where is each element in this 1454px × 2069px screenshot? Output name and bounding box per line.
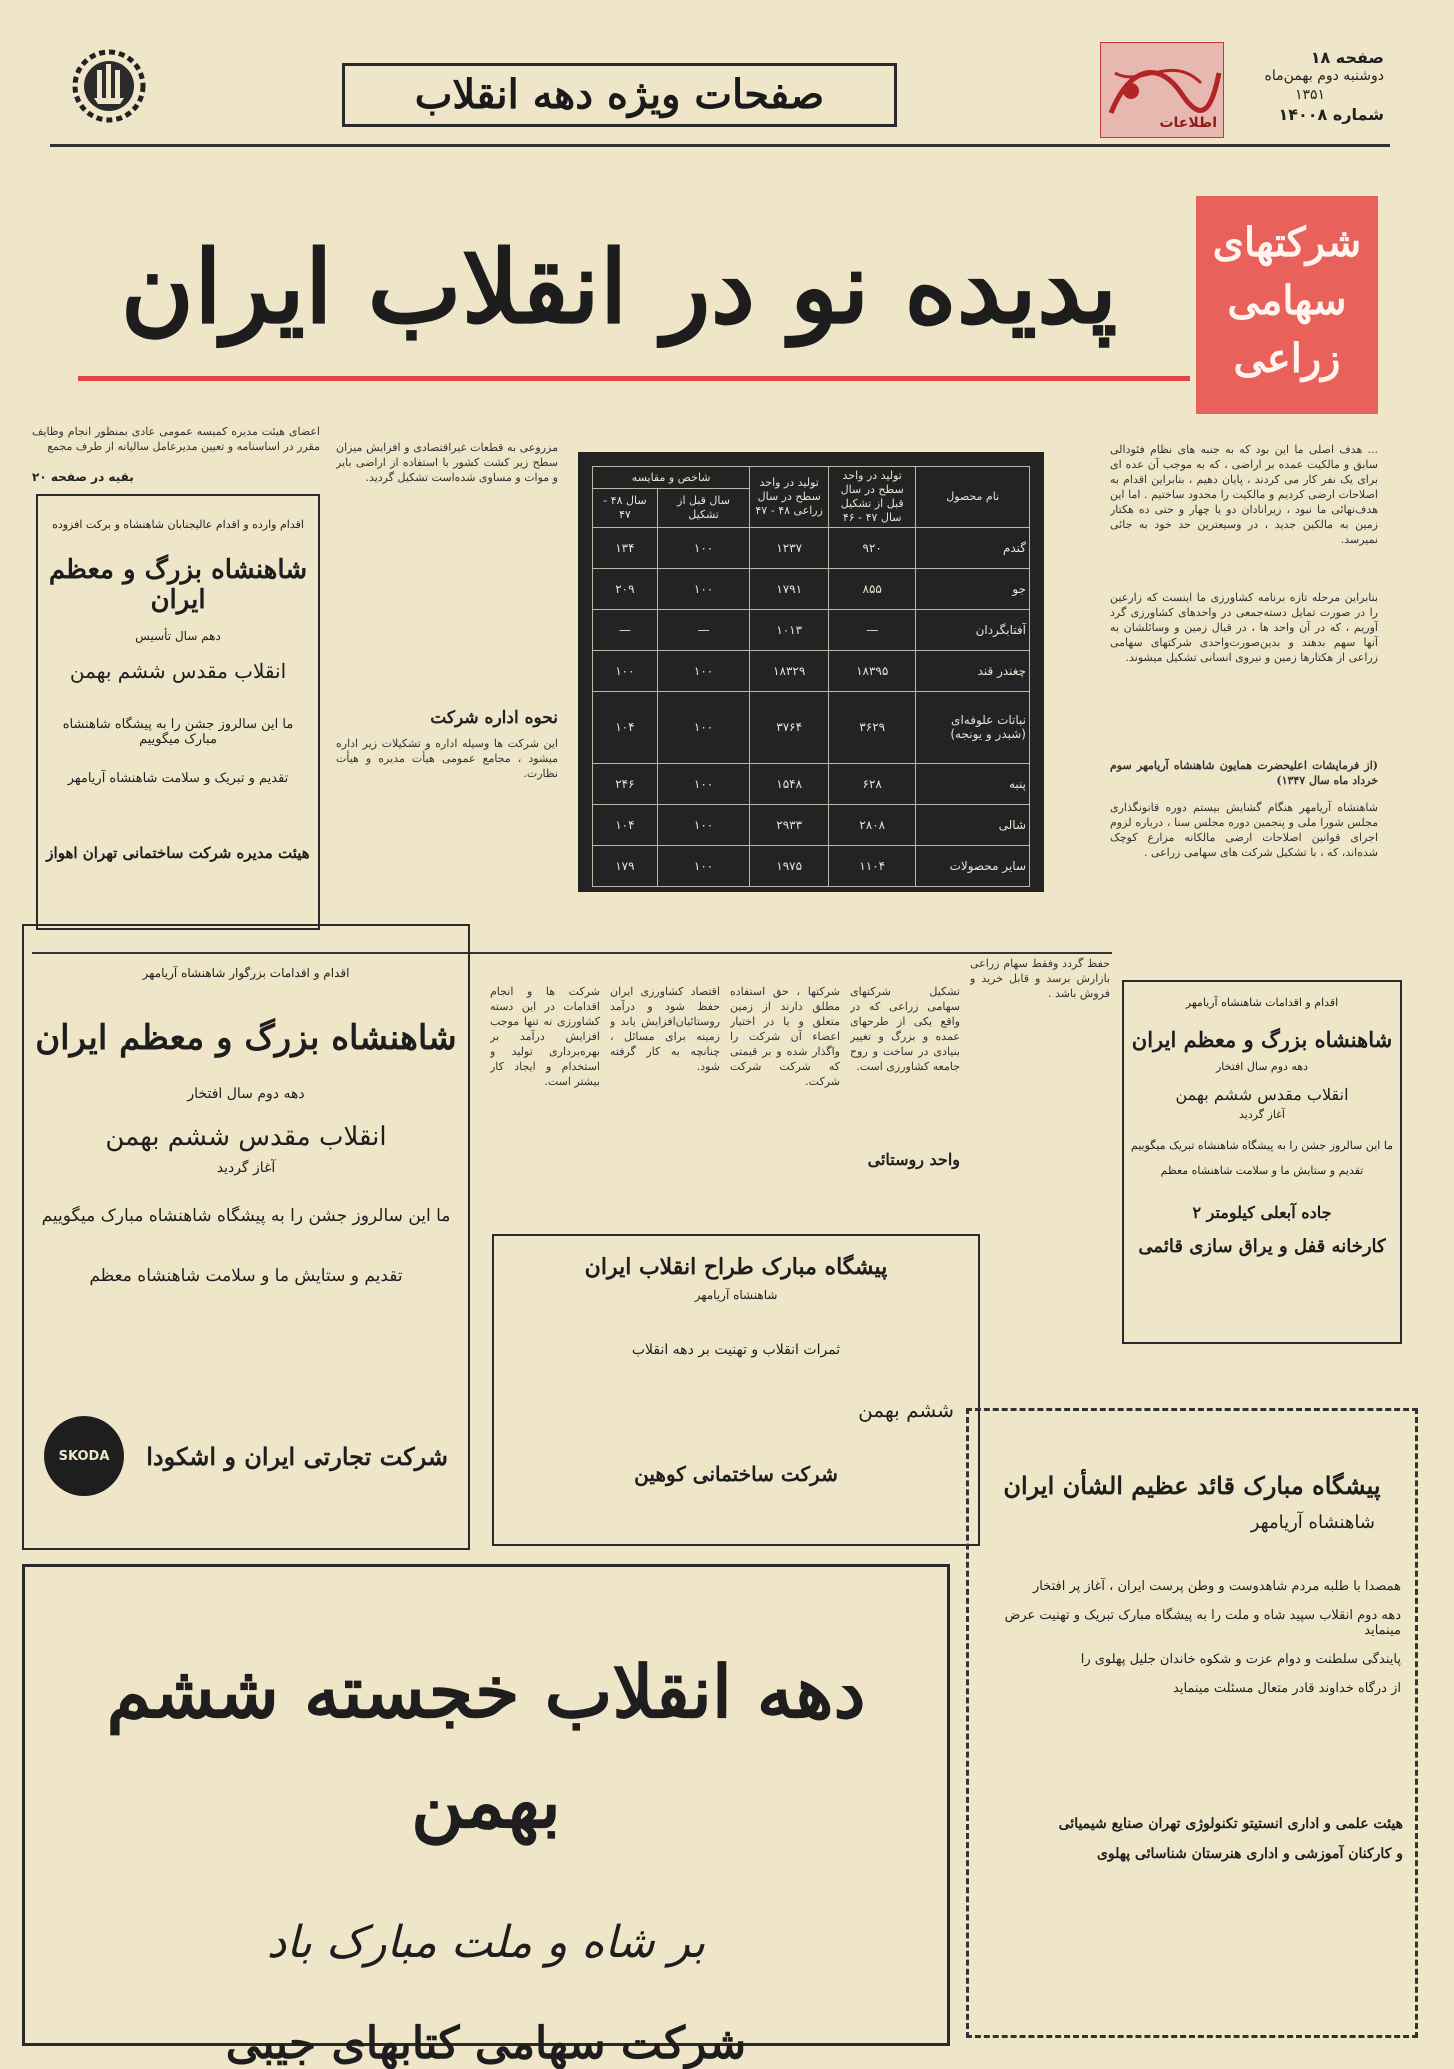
- cell-before: ۳۶۲۹: [829, 692, 916, 763]
- cell-product: شالی: [916, 804, 1030, 845]
- article-column-mid-4: اقتصاد کشاورزی ایران حفظ شود و درآمد روستائیان‌افزایش یابد و زمینه برای مسائل ، چنانچه به کار گرفته شود.: [610, 985, 720, 1073]
- cell-idx-before: ۱۰۰: [657, 845, 750, 886]
- col-header-product: نام محصول: [916, 467, 1030, 528]
- ad-institute-sign2: و کارکنان آموزشی و اداری هنرستان شناسائی پهلوی: [1096, 1846, 1403, 1862]
- cell-product: گندم: [916, 528, 1030, 569]
- section-banner-text: صفحات ویژه دهه انقلاب: [414, 71, 825, 118]
- ad-books-line: بر شاه و ملت مبارک باد: [266, 1917, 706, 1968]
- cell-idx-after: ۱۳۴: [593, 528, 658, 569]
- ad-kohin-title: پیشگاه مبارک طراح انقلاب ایران: [584, 1254, 888, 1280]
- ad-institute-line2: دهه دوم انقلاب سپید شاه و ملت را به پیشگاه مبارک تبریک و تهنیت عرض مینماید: [1004, 1608, 1401, 1638]
- cell-after: ۱۸۳۲۹: [750, 651, 829, 692]
- page-number: صفحه ۱۸: [1310, 48, 1384, 67]
- headline-underline: [78, 376, 1190, 381]
- ad-skoda-title: شاهنشاه بزرگ و معظم ایران: [35, 1018, 457, 1058]
- table-row: [593, 569, 1030, 610]
- main-headline: پدیده نو در انقلاب ایران: [120, 228, 1118, 346]
- cell-idx-after: ۱۰۴: [593, 804, 658, 845]
- ad-ghaemi-revolution: انقلاب مقدس ششم بهمن: [1175, 1085, 1349, 1104]
- subhead-rural-unit: واحد روستائی: [867, 1150, 960, 1169]
- ad-skoda-line2: تقدیم و ستایش ما و سلامت شاهنشاه معظم: [89, 1266, 403, 1286]
- cell-after: ۱۰۱۳: [750, 610, 829, 651]
- continued-note: بقیه در صفحه ۲۰: [32, 470, 134, 484]
- table-row: [593, 528, 1030, 569]
- cell-idx-before: —: [657, 610, 750, 651]
- table-row: [593, 692, 1030, 763]
- issue-number: شماره ۱۴۰۰۸: [1278, 105, 1384, 124]
- cell-before: —: [829, 610, 916, 651]
- ad-ahvaz-sub: دهم سال تأسیس: [135, 629, 221, 643]
- ad-ahvaz-line2: تقدیم و تبریک و سلامت شاهنشاه آریامهر: [67, 771, 289, 786]
- col-header-after: تولید در واحد سطح در سال زراعی ۴۸ - ۴۷: [750, 467, 829, 528]
- ad-institute-line4: از درگاه خداوند قادر متعال مسئلت مینماید: [1173, 1681, 1401, 1696]
- skoda-logo-text: SKODA: [58, 1448, 110, 1464]
- cell-idx-after: ۲۴۶: [593, 763, 658, 804]
- ad-institute-line3: پایندگی سلطنت و دوام عزت و شکوه خاندان جلیل پهلوی را: [1080, 1652, 1401, 1667]
- cell-idx-after: ۲۰۹: [593, 569, 658, 610]
- ad-ahvaz-revolution: انقلاب مقدس ششم بهمن: [69, 659, 287, 683]
- cell-idx-before: ۱۰۰: [657, 763, 750, 804]
- headline-red-box-text: شرکتهای سهامی زراعی: [1212, 219, 1362, 382]
- cell-product: آفتابگردان: [916, 610, 1030, 651]
- masthead-emblem: [70, 40, 148, 132]
- cell-after: ۱۵۴۸: [750, 763, 829, 804]
- article-column-mid-3: شرکتها ، حق استفاده مطلق دارند از زمین متعلق و یا در اختیار اعضاء آن شرکت را واگذار شده و بر قیمتی که شرکت شرکت شرکت.: [730, 985, 840, 1088]
- ad-ghaemi-title: شاهنشاه بزرگ و معظم ایران: [1131, 1027, 1393, 1052]
- ad-tehran-ahvaz: [36, 494, 320, 930]
- ad-tehran-institute: [966, 1408, 1418, 2038]
- cell-before: ۱۸۳۹۵: [829, 651, 916, 692]
- ad-skoda-footer: [44, 1416, 448, 1496]
- ad-skoda-line1: ما این سالروز جشن را به پیشگاه شاهنشاه مبارک میگوییم: [41, 1206, 451, 1226]
- ad-skoda-revolution: انقلاب مقدس ششم بهمن: [105, 1122, 387, 1152]
- col-header-index-before: سال قبل از تشکیل: [657, 489, 750, 528]
- cell-idx-before: ۱۰۰: [657, 692, 750, 763]
- table-row: [593, 651, 1030, 692]
- ad-ghaemi-signature: کارخانه قفل و یراق سازی قائمی: [1138, 1236, 1386, 1257]
- cell-idx-before: ۱۰۰: [657, 528, 750, 569]
- ad-ahvaz-top: اقدام وارده و اقدام عالیجنابان شاهنشاه و برکت افزوده: [52, 518, 304, 531]
- table-row: [593, 763, 1030, 804]
- ad-kohin: [492, 1234, 980, 1546]
- table-row: [593, 845, 1030, 886]
- ad-ghaemi-line2: تقدیم و ستایش ما و سلامت شاهنشاه معظم: [1160, 1164, 1364, 1177]
- ad-ahvaz-title: شاهنشاه بزرگ و معظم ایران: [48, 555, 308, 615]
- stats-table-box: [578, 452, 1044, 892]
- cell-idx-after: ۱۷۹: [593, 845, 658, 886]
- cell-idx-before: ۱۰۰: [657, 569, 750, 610]
- ad-kohin-revolution: ششم بهمن: [858, 1398, 954, 1422]
- article-column-mid-1: حفظ گردد وفقط سهام زراعی بازارش برسد و قابل خرید و فروش باشد .: [970, 957, 1110, 1000]
- col-header-index: شاخص و مقایسه: [593, 467, 750, 489]
- cell-before: ۶۲۸: [829, 763, 916, 804]
- cell-before: ۲۸۰۸: [829, 804, 916, 845]
- issue-date: دوشنبه دوم بهمن‌ماه: [1264, 68, 1384, 84]
- ad-ghaemi-top: اقدام و اقدامات شاهنشاه آریامهر: [1185, 996, 1339, 1009]
- ad-ghaemi-sub2: آغاز گردید: [1238, 1108, 1285, 1121]
- cell-after: ۱۷۹۱: [750, 569, 829, 610]
- ad-skoda-top: اقدام و اقدامات بزرگوار شاهنشاه آریامهر: [142, 966, 350, 980]
- article-quote: (از فرمایشات اعلیحضرت همایون شاهنشاه آریامهر سوم خرداد ماه سال ۱۳۴۷): [1110, 759, 1378, 787]
- headline-red-box: [1196, 196, 1378, 414]
- ad-ghaemi-road: جاده آبعلی کیلومتر ۲: [1192, 1203, 1332, 1222]
- ad-ghaemi-lock: [1122, 980, 1402, 1344]
- table-row: [593, 804, 1030, 845]
- cell-before: ۹۲۰: [829, 528, 916, 569]
- cell-before: ۱۱۰۴: [829, 845, 916, 886]
- skoda-logo: [44, 1416, 124, 1496]
- cell-after: ۱۲۳۷: [750, 528, 829, 569]
- cell-after: ۲۹۳۳: [750, 804, 829, 845]
- cell-product: نباتات علوفه‌ای (شبدر و یونجه): [916, 692, 1030, 763]
- table-row: [593, 610, 1030, 651]
- article-column-right-3: شاهنشاه آریامهر هنگام گشایش بیستم دوره قانونگذاری مجلس شورا ملی و پنجمین دوره مجلس سنا ، درباره لزوم اجرای قوانین اصلاحات ارضی مالکانه مزارع کوچک شده‌اند، که ، با تشکیل شرکت های سهامی زراعی .: [1110, 801, 1378, 859]
- logo-text: اطلاعات: [1159, 115, 1217, 131]
- article-column-mid-2: تشکیل شرکتهای سهامی زراعی که در واقع یکی از طرحهای عمده و بزرگ و تغییر بنیادی در ساخت و روح جامعه کشاورزی است.: [850, 985, 960, 1073]
- cell-idx-after: ۱۰۴: [593, 692, 658, 763]
- article-column-mid-5: شرکت ها و انجام اقدامات در این دسته کشاورزی نه تنها موجب افزایش درآمد بر بهره‌برداری تولید و استخدام و ایجاد کار بیشتر است.: [490, 985, 600, 1088]
- production-table: [592, 466, 1030, 887]
- article-column-right-2: بنابراین مرحله تازه برنامه کشاورزی ما اینست که زارعین را در صورت تمایل دسته‌جمعی در واحدهای کشاورزی گرد آوریم ، که در آن واحد ها ، در قبال زمین و وسائلشان به آنها سهم بدهند و بدین‌صورت‌واحدی شرکتهای سهامی زراعی از هکتارها زمین و نیروی انسانی تشکیل میشوند.: [1110, 591, 1378, 664]
- cell-idx-before: ۱۰۰: [657, 651, 750, 692]
- ad-institute-sign1: هیئت علمی و اداری انستیتو تکنولوژی تهران صنایع شیمیائی: [1058, 1816, 1403, 1832]
- ad-institute-sub: شاهنشاه آریامهر: [1250, 1512, 1375, 1533]
- ad-iran-skoda: [22, 924, 470, 1550]
- ad-books-signature: شرکت سهامی کتابهای جیبی: [225, 2018, 747, 2069]
- cell-after: ۱۹۷۵: [750, 845, 829, 886]
- article-column-left-2: این شرکت ها وسیله اداره و تشکیلات زیر اداره میشود ، مجامع عمومی هیأت مدیره و هیأت نظارت.: [336, 737, 558, 780]
- article-column-left: مزروعی به قطعات غیراقتصادی و افزایش میزان سطح زیر کشت کشور با استفاده از اراضی بایر و موات و مساوی شده‌است تشکیل گردید.: [336, 441, 558, 484]
- ad-institute-title: پیشگاه مبارک قائد عظیم الشأن ایران: [1003, 1471, 1381, 1500]
- ad-institute-line1: همصدا با طلبه مردم شاهدوست و وطن پرست ایران ، آغاز پر افتخار: [1032, 1579, 1401, 1594]
- ad-ahvaz-signature: هیئت مدیره شرکت ساختمانی تهران اهواز: [46, 844, 310, 862]
- cell-product: سایر محصولات: [916, 845, 1030, 886]
- ad-kohin-line1: ثمرات انقلاب و تهنیت بر دهه انقلاب: [631, 1342, 841, 1358]
- ad-kohin-signature: شرکت ساختمانی کوهین: [634, 1462, 838, 1486]
- masthead-rule: [50, 144, 1390, 147]
- ad-skoda-sub2: آغاز گردید: [216, 1160, 276, 1176]
- ad-pocket-books: [22, 1564, 950, 2069]
- ad-ahvaz-line1: ما این سالروز جشن را به پیشگاه شاهنشاه مبارک میگوییم: [62, 717, 294, 747]
- col-header-before: تولید در واحد سطح در سال قبل از تشکیل سال ۴۷ - ۴۶: [829, 467, 916, 528]
- article-column-far-left: اعضای هیئت مدیره کمیسه عمومی عادی بمنظور انجام وظایف مقرر در اساسنامه و تعیین مدیرعامل سالیانه از طرف مجمع: [32, 425, 320, 453]
- section-banner: [342, 63, 897, 127]
- cell-idx-before: ۱۰۰: [657, 804, 750, 845]
- cell-product: چغندر قند: [916, 651, 1030, 692]
- cell-idx-after: ۱۰۰: [593, 651, 658, 692]
- ad-ghaemi-sub: دهه دوم سال افتخار: [1215, 1060, 1309, 1073]
- ad-kohin-sub: شاهنشاه آریامهر: [694, 1288, 778, 1302]
- ad-skoda-signature: شرکت تجارتی ایران و اشکودا: [146, 1441, 448, 1471]
- ad-books-title: دهه انقلاب خجسته ششم بهمن: [106, 1649, 866, 1844]
- article-intro: ... هدف اصلی ما این بود که به جنبه های نظام فئودالی سابق و مالکیت عمده بر اراضی ، که به موجب آن عده ای برای یک نفر کار می کردند ، پایان دهیم ، بنابراین اقدام به اصلاحات ارضی کردیم و مالکیت را محدود ساختیم . اما این هدف‌نهائی ما نبود ، زیرا‌نادان دو یا چهار و حتی ده هکتار زمین به مالکین جدید ، در وسیعترین حد خود به جائی نمیرسد.: [1110, 443, 1378, 546]
- cell-before: ۸۵۵: [829, 569, 916, 610]
- ad-skoda-sub: دهه دوم سال افتخار: [187, 1086, 305, 1102]
- col-header-index-after: سال ۴۸ - ۴۷: [593, 489, 658, 528]
- ad-ghaemi-line1: ما این سالروز جشن را به پیشگاه شاهنشاه تبریک میگوییم: [1130, 1139, 1394, 1152]
- issue-year: ۱۳۵۱: [1294, 87, 1326, 103]
- cell-product: پنبه: [916, 763, 1030, 804]
- subhead-management: نحوه اداره شرکت: [430, 708, 558, 728]
- issue-meta: [1236, 48, 1384, 140]
- cell-product: جو: [916, 569, 1030, 610]
- newspaper-logo: [1100, 42, 1224, 138]
- cell-after: ۳۷۶۴: [750, 692, 829, 763]
- cell-idx-after: —: [593, 610, 658, 651]
- gear-emblem-icon: [70, 40, 148, 132]
